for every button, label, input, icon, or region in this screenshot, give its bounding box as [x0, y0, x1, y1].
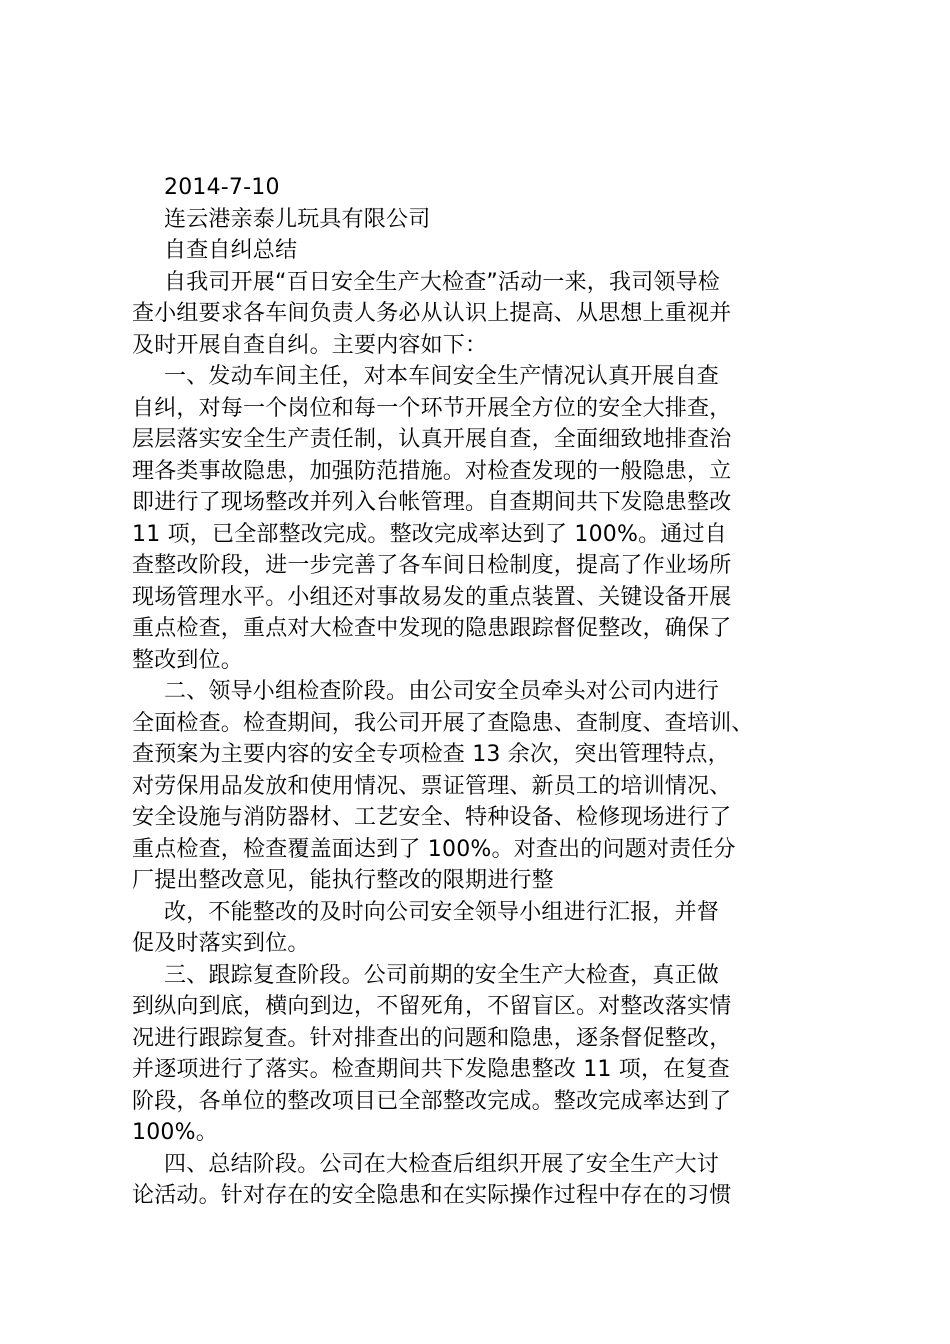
body-line: 现场管理水平。小组还对事故易发的重点装置、关键设备开展: [132, 584, 732, 610]
body-line: 及时开展自查自纠。主要内容如下：: [132, 332, 488, 358]
body-line: 11 项，已全部整改完成。整改完成率达到了 100%。通过自: [132, 521, 727, 547]
body-line: 二、领导小组检查阶段。由公司安全员牵头对公司内进行: [164, 679, 720, 704]
body-line: 阶段，各单位的整改项目已全部整改完成。整改完成率达到了: [132, 1088, 732, 1114]
body-line: 况进行跟踪复查。针对排查出的问题和隐患，逐条督促整改，: [132, 1025, 732, 1051]
body-line: 整改到位。: [132, 647, 244, 673]
document-date: 2014-7-10: [164, 175, 280, 200]
body-line: 自我司开展“百日安全生产大检查”活动一来，我司领导检: [164, 269, 720, 295]
body-line: 对劳保用品发放和使用情况、票证管理、新员工的培训情况、: [132, 773, 732, 799]
body-line: 层层落实安全生产责任制，认真开展自查，全面细致地排查治: [132, 427, 732, 452]
body-line: 重点检查，重点对大检查中发现的隐患跟踪督促整改，确保了: [132, 616, 732, 641]
body-line: 查整改阶段，进一步完善了各车间日检制度，提高了作业场所: [132, 553, 732, 578]
document-title: 自查自纠总结: [164, 238, 298, 263]
document-body: [132, 267, 832, 1212]
body-line: 并逐项进行了落实。检查期间共下发隐患整改 11 项，在复查: [132, 1057, 730, 1082]
body-line: 100%。: [132, 1120, 218, 1145]
body-line: 改，不能整改的及时向公司安全领导小组进行汇报，并督: [164, 899, 720, 925]
body-line: 论活动。针对存在的安全隐患和在实际操作过程中存在的习惯: [132, 1183, 732, 1208]
body-line: 三、跟踪复查阶段。公司前期的安全生产大检查，真正做: [164, 962, 720, 988]
body-line: 查预案为主要内容的安全专项检查 13 余次，突出管理特点，: [132, 742, 730, 767]
body-line: 安全设施与消防器材、工艺安全、特种设备、检修现场进行了: [132, 805, 732, 830]
body-line: 重点检查，检查覆盖面达到了 100%。对查出的问题对责任分: [132, 836, 736, 862]
body-line: 四、总结阶段。公司在大检查后组织开展了安全生产大讨: [164, 1151, 720, 1177]
body-line: 促及时落实到位。: [132, 931, 310, 956]
body-line: 到纵向到底，横向到边，不留死角，不留盲区。对整改落实情: [132, 994, 732, 1019]
body-line: 全面检查。检查期间，我公司开展了查隐患、查制度、查培训、: [132, 710, 754, 736]
body-line: 厂提出整改意见，能执行整改的限期进行整: [132, 868, 554, 893]
document-page: [132, 172, 832, 1212]
company-name: 连云港亲泰儿玩具有限公司: [164, 206, 431, 232]
body-line: 自纠，对每一个岗位和每一个环节开展全方位的安全大排查，: [132, 395, 732, 421]
body-line: 即进行了现场整改并列入台帐管理。自查期间共下发隐患整改: [132, 490, 732, 515]
body-line: 查小组要求各车间负责人务必从认识上提高、从思想上重视并: [132, 301, 732, 326]
body-line: 一、发动车间主任，对本车间安全生产情况认真开展自查: [164, 364, 720, 389]
body-line: 理各类事故隐患，加强防范措施。对检查发现的一般隐患，立: [132, 458, 732, 484]
